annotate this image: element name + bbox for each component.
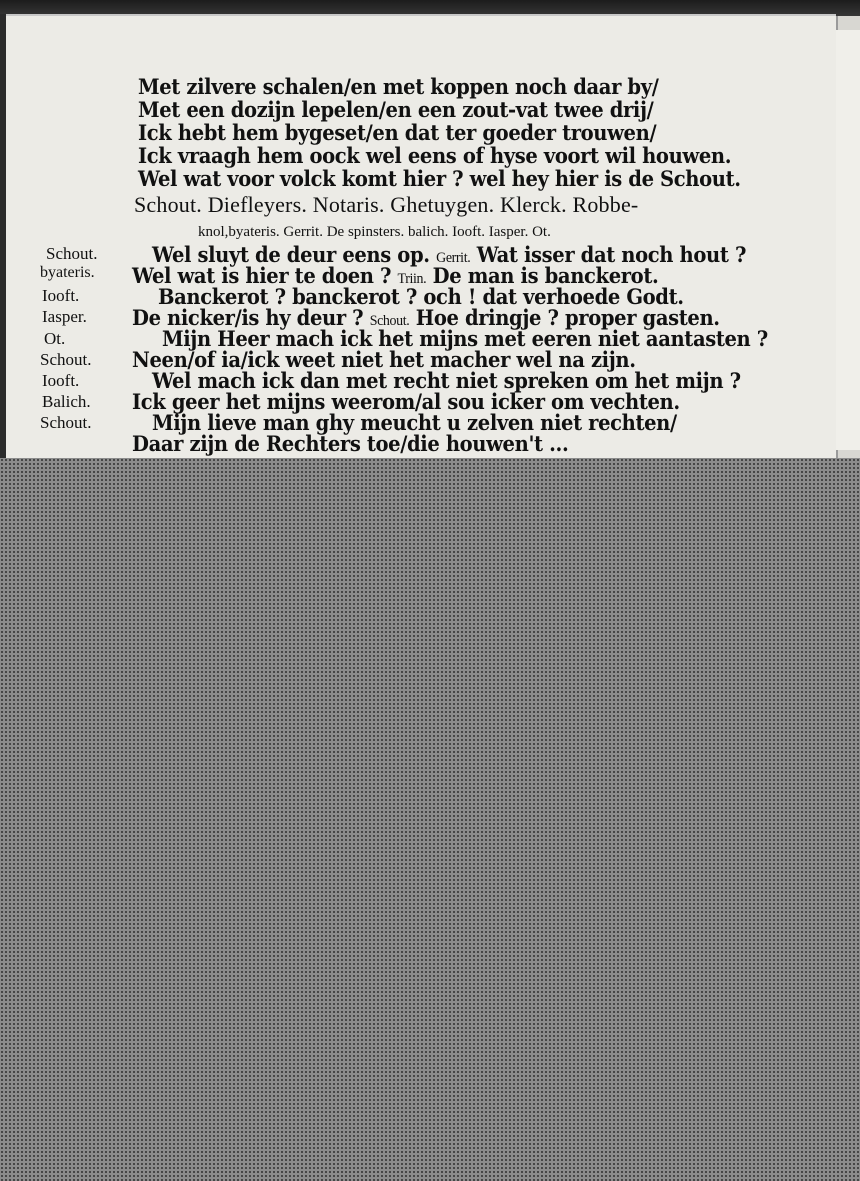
- dialogue-line: Mijn lieve man ghy meucht u zelven niet rechten/: [152, 410, 677, 435]
- verse-line-4: Ick vraagh hem oock wel eens of hyse voort wil houwen.: [138, 143, 732, 168]
- facing-page-fragment: [832, 30, 860, 450]
- speaker-label: Ot.: [44, 329, 66, 348]
- cast-list-line-2: knol,byateris. Gerrit. De spinsters. balich. Iooft. Iasper. Ot.: [198, 224, 551, 240]
- speaker-label: Schout.: [40, 350, 92, 369]
- masked-region: [0, 458, 860, 1181]
- verse-line-2: Met een dozijn lepelen/en een zout-vat twee drij/: [138, 97, 654, 122]
- speaker-tag: Gerrit.: [436, 250, 471, 266]
- speaker-tag: Triin.: [397, 271, 427, 287]
- speaker-label: Schout.: [46, 244, 98, 263]
- dialogue-line: Banckerot ? banckerot ? och ! dat verhoede Godt.: [158, 284, 684, 309]
- dialogue-text: Wat isser dat noch hout ?: [476, 242, 747, 267]
- verse-line-3: Ick hebt hem bygeset/en dat ter goeder trouwen/: [138, 120, 657, 145]
- dialogue-text: Wel sluyt de deur eens op.: [152, 242, 430, 267]
- speaker-label: Iasper.: [42, 307, 87, 326]
- verse-line-5: Wel wat voor volck komt hier ? wel hey hier is de Schout.: [138, 166, 741, 191]
- book-page: [6, 14, 836, 466]
- cast-list-line-1: Schout. Diefleyers. Notaris. Ghetuygen. Klerck. Robbe-: [134, 192, 639, 217]
- dialogue-line: Wel mach ick dan met recht niet spreken om het mijn ?: [152, 368, 741, 393]
- dialogue-line: Neen/of ia/ick weet niet het macher wel na zijn.: [132, 347, 636, 372]
- speaker-tag: Schout.: [369, 313, 410, 329]
- dialogue-text: De nicker/is hy deur ?: [132, 305, 364, 330]
- speaker-label: Schout.: [40, 413, 92, 432]
- dialogue-line: Mijn Heer mach ick het mijns met eeren niet aantasten ?: [162, 326, 768, 351]
- dialogue-line: Daar zijn de Rechters toe/die houwen't ...: [132, 431, 569, 456]
- speaker-label: Balich.: [42, 392, 91, 411]
- dialogue-text: Wel wat is hier te doen ?: [132, 263, 392, 288]
- dialogue-text: Hoe dringje ? proper gasten.: [415, 305, 720, 330]
- speaker-label: Iooft.: [42, 371, 80, 390]
- speaker-label: byateris.: [40, 264, 95, 281]
- dialogue-line: Ick geer het mijns weerom/al sou icker om vechten.: [132, 389, 680, 414]
- verse-line-1: Met zilvere schalen/en met koppen noch daar by/: [138, 74, 659, 99]
- speaker-label: Iooft.: [42, 286, 80, 305]
- dialogue-text: De man is banckerot.: [432, 263, 659, 288]
